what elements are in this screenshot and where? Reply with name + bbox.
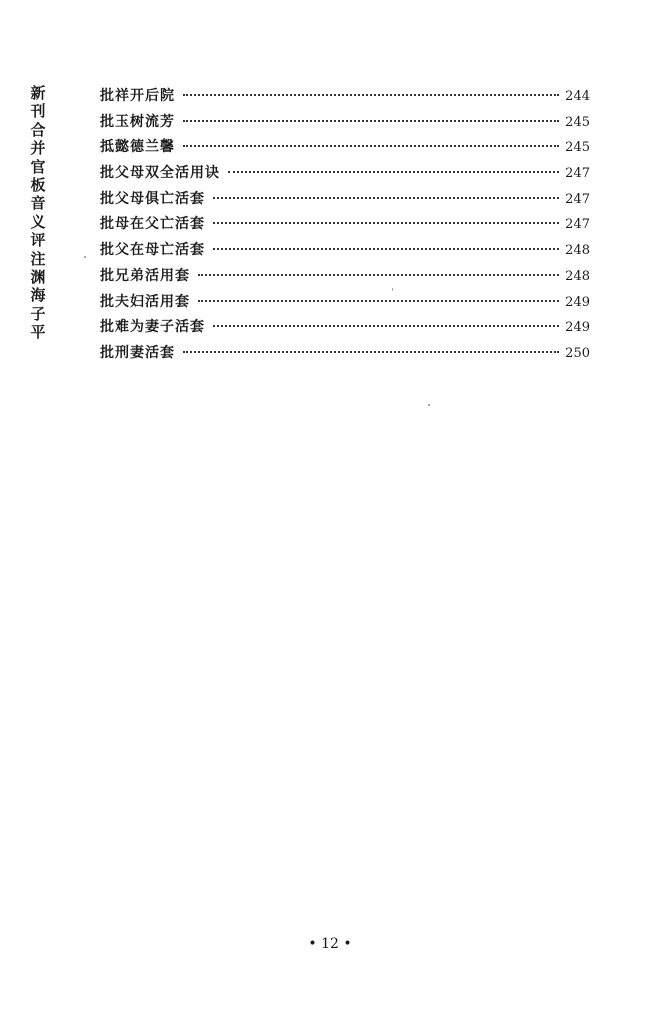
- dot-leader: [198, 300, 559, 302]
- toc-entry[interactable]: [100, 161, 590, 187]
- toc-entry-page: 245: [565, 140, 590, 156]
- toc-entry-page: 249: [565, 320, 590, 336]
- dot-leader: [228, 171, 559, 173]
- toc-entry[interactable]: [100, 315, 590, 341]
- toc-entry-title: 批夫妇活用套: [100, 293, 190, 310]
- toc-entry-title: 批父在母亡活套: [100, 242, 205, 259]
- dot-leader: [213, 197, 559, 199]
- scan-speck: [84, 256, 86, 258]
- toc-entry-title: 批刑妻活套: [100, 344, 175, 361]
- toc-entry-title: 批父母双全活用诀: [100, 165, 220, 182]
- toc-entry-page: 247: [565, 217, 590, 233]
- dot-leader: [183, 351, 559, 353]
- toc-entry-title: 批母在父亡活套: [100, 216, 205, 233]
- dot-leader: [213, 325, 559, 327]
- toc-entry-page: 247: [565, 191, 590, 207]
- toc-entry-title: 批难为妻子活套: [100, 319, 205, 336]
- toc-entry-title: 批祥开后院: [100, 88, 175, 104]
- toc-entry-title: 批父母俱亡活套: [100, 190, 205, 207]
- toc-entry[interactable]: [100, 84, 590, 110]
- toc-entry[interactable]: [100, 264, 590, 290]
- scan-speck: [428, 404, 430, 406]
- toc-entry[interactable]: [100, 341, 590, 367]
- dot-leader: [213, 248, 559, 250]
- toc-entry-title: 抵懿德兰馨: [100, 139, 175, 156]
- toc-entry[interactable]: [100, 212, 590, 238]
- toc-entry-title: 批玉树流芳: [100, 113, 175, 130]
- toc-entry-page: 248: [565, 268, 590, 284]
- toc-entry-page: 250: [565, 345, 590, 361]
- dot-leader: [183, 120, 559, 122]
- dot-leader: [183, 145, 559, 147]
- dot-leader: [183, 94, 559, 96]
- toc-entry[interactable]: [100, 110, 590, 136]
- toc-entry[interactable]: [100, 290, 590, 316]
- dot-leader: [213, 222, 559, 224]
- toc-entry-page: 245: [565, 114, 590, 130]
- dot-leader: [198, 274, 559, 276]
- toc-entry-title: 批兄弟活用套: [100, 267, 190, 284]
- page-number: • 12 •: [308, 936, 352, 952]
- scan-speck: [392, 288, 393, 291]
- toc-entry-page: 248: [565, 243, 590, 259]
- toc-entry-page: 249: [565, 294, 590, 310]
- toc-entry[interactable]: [100, 135, 590, 161]
- toc-entry[interactable]: [100, 238, 590, 264]
- toc-entry[interactable]: [100, 187, 590, 213]
- toc-entry-page: 247: [565, 166, 590, 182]
- running-head-vertical-title: 新刊合并官板音义评注渊海子平: [30, 84, 46, 342]
- toc-entry-page: 244: [565, 89, 590, 104]
- table-of-contents: [100, 84, 590, 367]
